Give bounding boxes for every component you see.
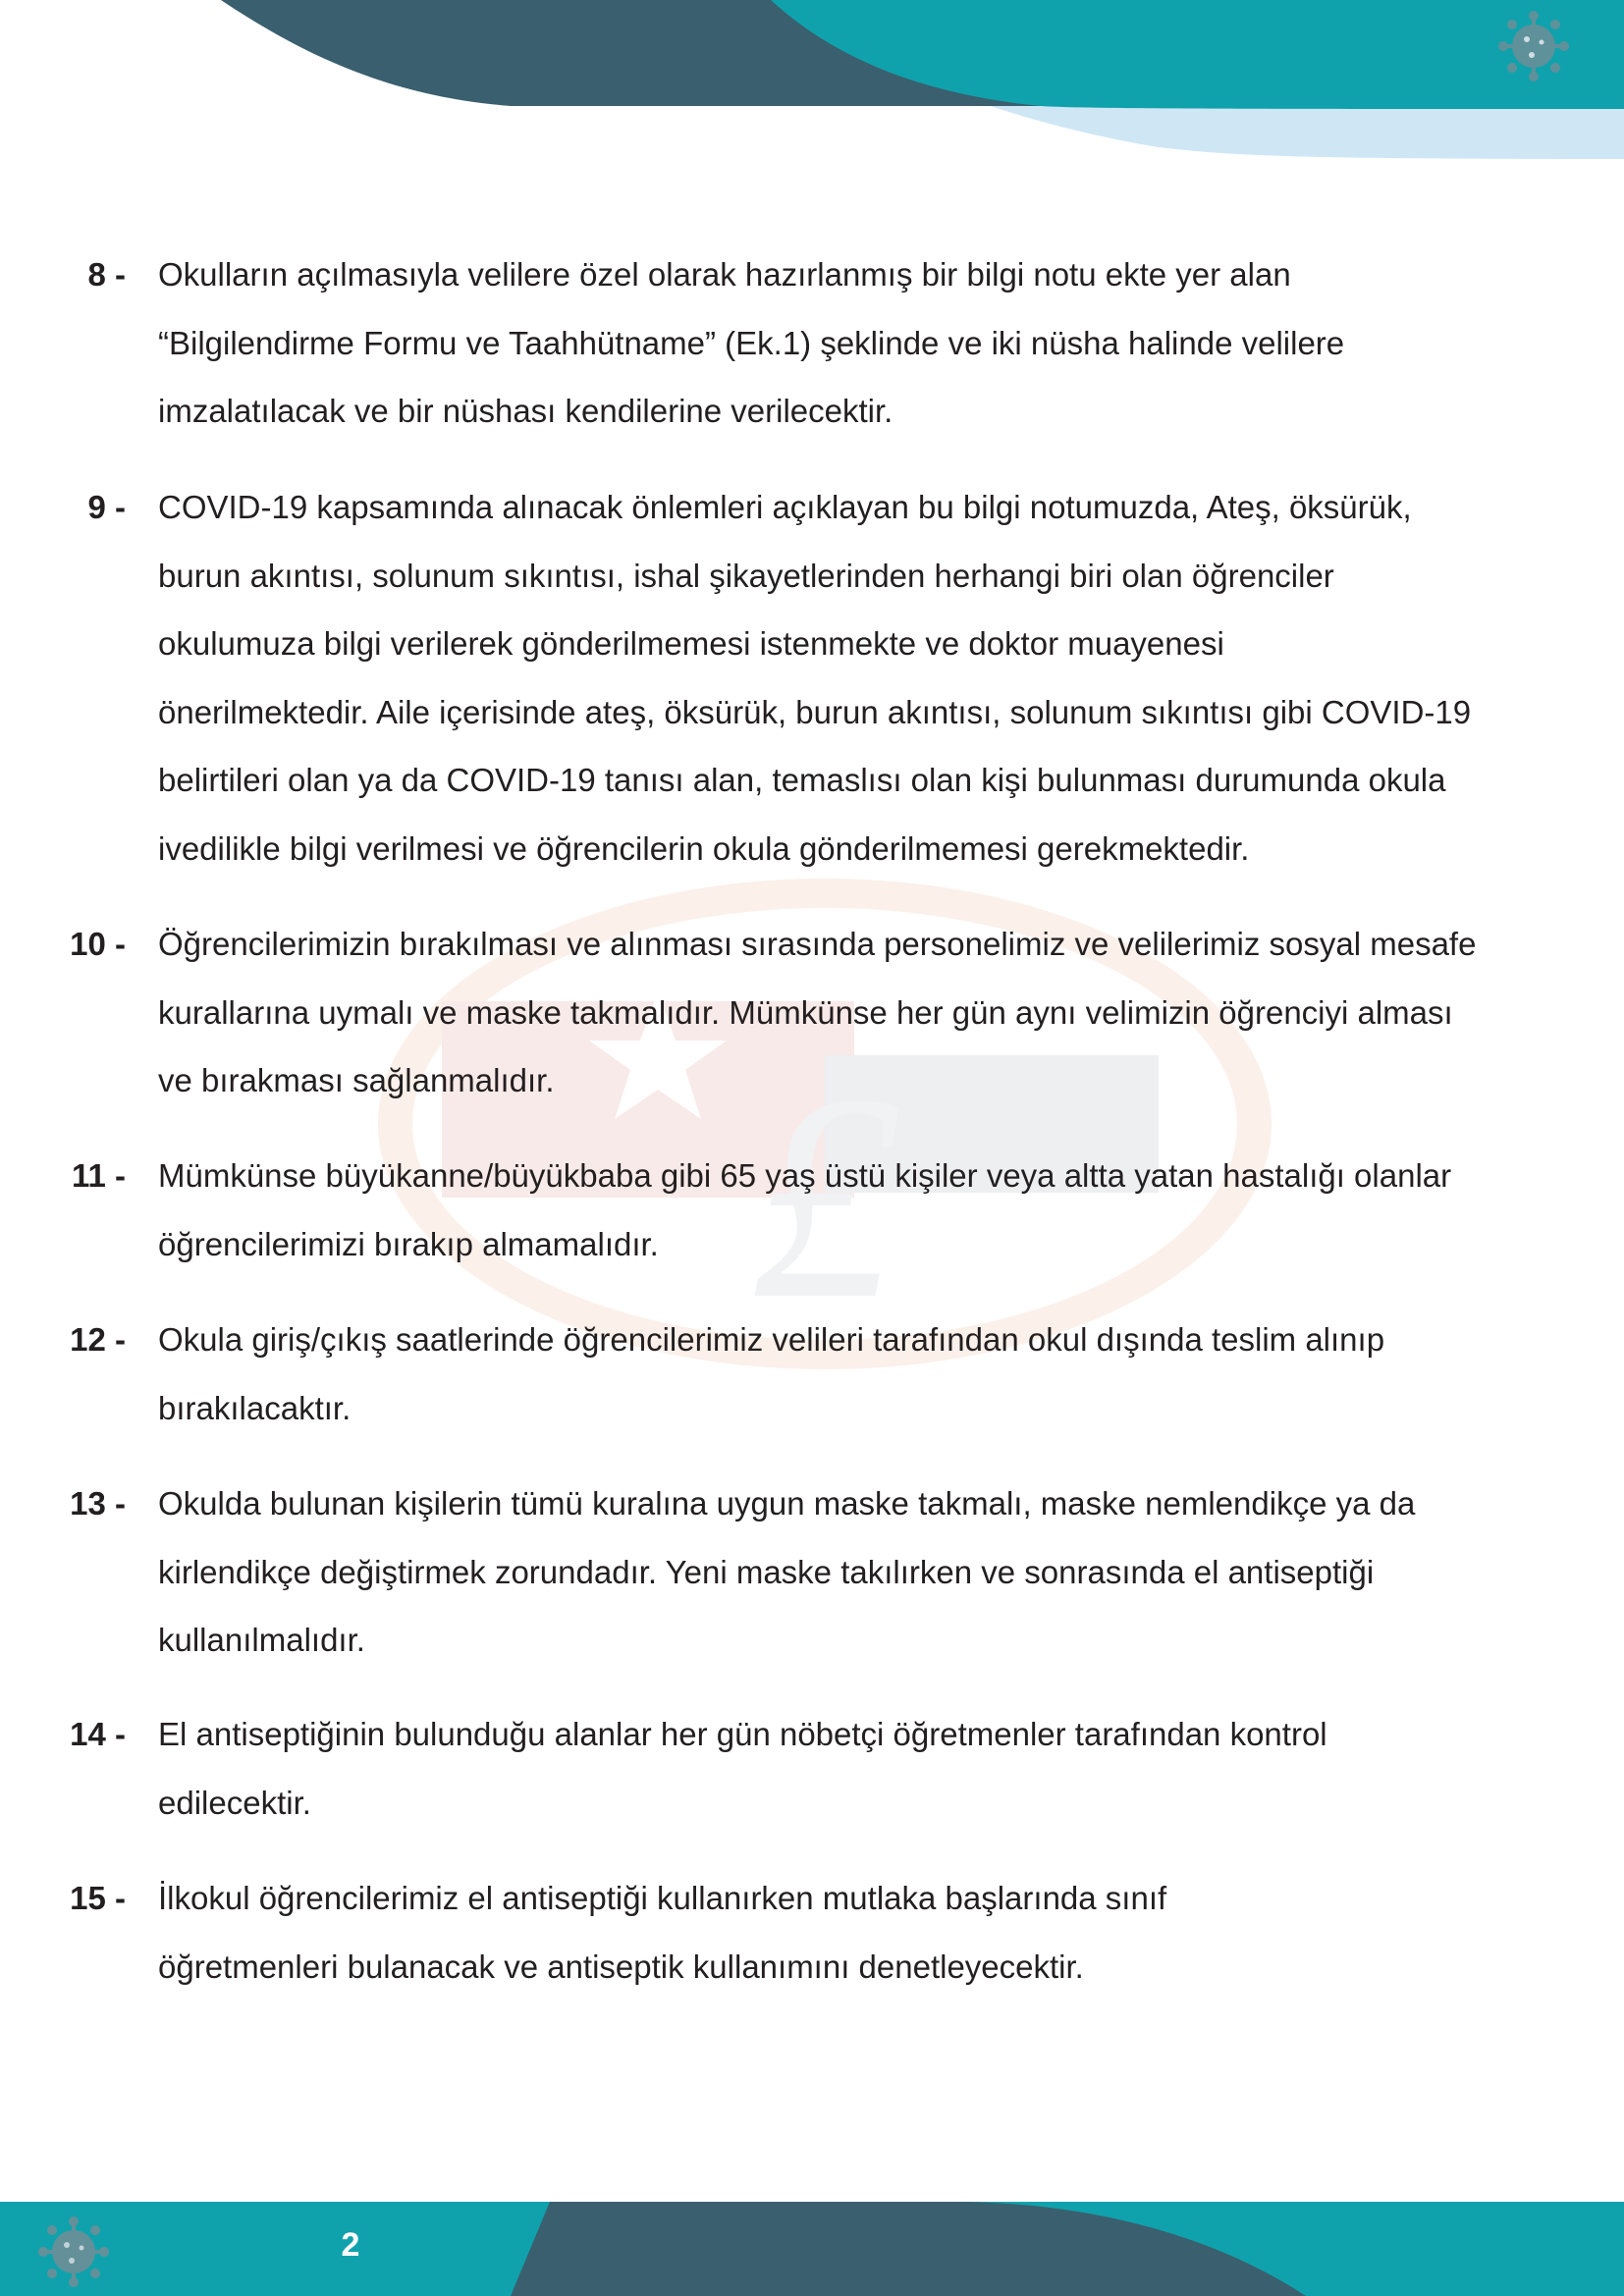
text-line: Okula giriş/çıkış saatlerinde öğrencilerimiz velileri tarafından okul dışında teslim alınıp (158, 1321, 1385, 1358)
text-line: “Bilgilendirme Formu ve Taahhütname” (Ek.1) şeklinde ve iki nüsha halinde velilere (158, 324, 1345, 361)
item-text (158, 1700, 1582, 1837)
text-line: kurallarına uymalı ve maske takmalıdır. Mümkünse her gün aynı velimizin öğrenciyi alması (158, 993, 1453, 1031)
text-line: edilecektir. (158, 1784, 311, 1821)
text-line: ve bırakması sağlanmalıdır. (158, 1062, 555, 1098)
text-line: okulumuza bilgi verilerek gönderilmemesi istenmekte ve doktor muayenesi (158, 625, 1224, 662)
text-line: burun akıntısı, solunum sıkıntısı, ishal şikayetlerinden herhangi biri olan öğrenciler (158, 557, 1334, 594)
virus-icon (37, 2216, 110, 2288)
virus-icon (1497, 10, 1570, 82)
item-number: 12 - (70, 1321, 126, 1358)
text-line: kullanılmalıdır. (158, 1622, 365, 1658)
item-number: 14 - (70, 1716, 126, 1752)
item-number: 13 - (70, 1485, 126, 1522)
text-line: öğrencilerimizi bırakıp almamalıdır. (158, 1225, 659, 1262)
text-line: Okulların açılmasıyla velilere özel olarak hazırlanmış bir bilgi notu ekte yer alan (158, 256, 1291, 293)
item-text (158, 1306, 1582, 1442)
text-line: bırakılacaktır. (158, 1389, 352, 1426)
text-line: öğretmenleri bulanacak ve antiseptik kullanımını denetleyecektir. (158, 1948, 1084, 1985)
header-wave-decoration (0, 0, 1624, 167)
item-number: 8 - (87, 256, 126, 293)
item-text (158, 1142, 1582, 1278)
footer-wave-decoration (0, 2199, 1624, 2296)
item-number: 10 - (70, 926, 126, 962)
text-line: ivedilikle bilgi verilmesi ve öğrencilerin okula gönderilmemesi gerekmektedir. (158, 829, 1250, 867)
text-line: Okulda bulunan kişilerin tümü kuralına uygun maske takmalı, maske nemlendikçe ya da (158, 1485, 1416, 1522)
text-line: Mümkünse büyükanne/büyükbaba gibi 65 yaş üstü kişiler veya altta yatan hastalığı olanlar (158, 1157, 1452, 1194)
text-line: önerilmektedir. Aile içerisinde ateş, öksürük, burun akıntısı, solunum sıkıntısı gibi COVID-19 (158, 693, 1472, 730)
text-line: El antiseptiğinin bulunduğu alanlar her gün nöbetçi öğretmenler tarafından kontrol (158, 1716, 1327, 1752)
text-line: kirlendikçe değiştirmek zorundadır. Yeni maske takılırken ve sonrasında el antiseptiği (158, 1553, 1375, 1590)
item-number: 11 - (71, 1157, 126, 1194)
text-line: Öğrencilerimizin bırakılması ve alınması sırasında personelimiz ve velilerimiz sosyal mesafe (158, 926, 1477, 962)
text-line: belirtileri olan ya da COVID-19 tanısı alan, temaslısı olan kişi bulunması durumunda okula (158, 762, 1446, 798)
page-number: 2 (341, 2226, 360, 2264)
text-line: İlkokul öğrencilerimiz el antiseptiği kullanırken mutlaka başlarında sınıf (158, 1880, 1167, 1916)
item-text (158, 473, 1582, 882)
item-text (158, 240, 1582, 446)
text-line: COVID-19 kapsamında alınacak önlemleri açıklayan bu bilgi notumuzda, Ateş, öksürük, (158, 489, 1412, 525)
item-text (158, 910, 1582, 1115)
item-text (158, 1469, 1582, 1675)
item-text (158, 1864, 1582, 2001)
text-line: imzalatılacak ve bir nüshası kendilerine verilecektir. (158, 393, 893, 429)
item-number: 9 - (87, 489, 126, 525)
item-number: 15 - (70, 1880, 126, 1916)
svg-text:£: £ (751, 1034, 898, 1360)
